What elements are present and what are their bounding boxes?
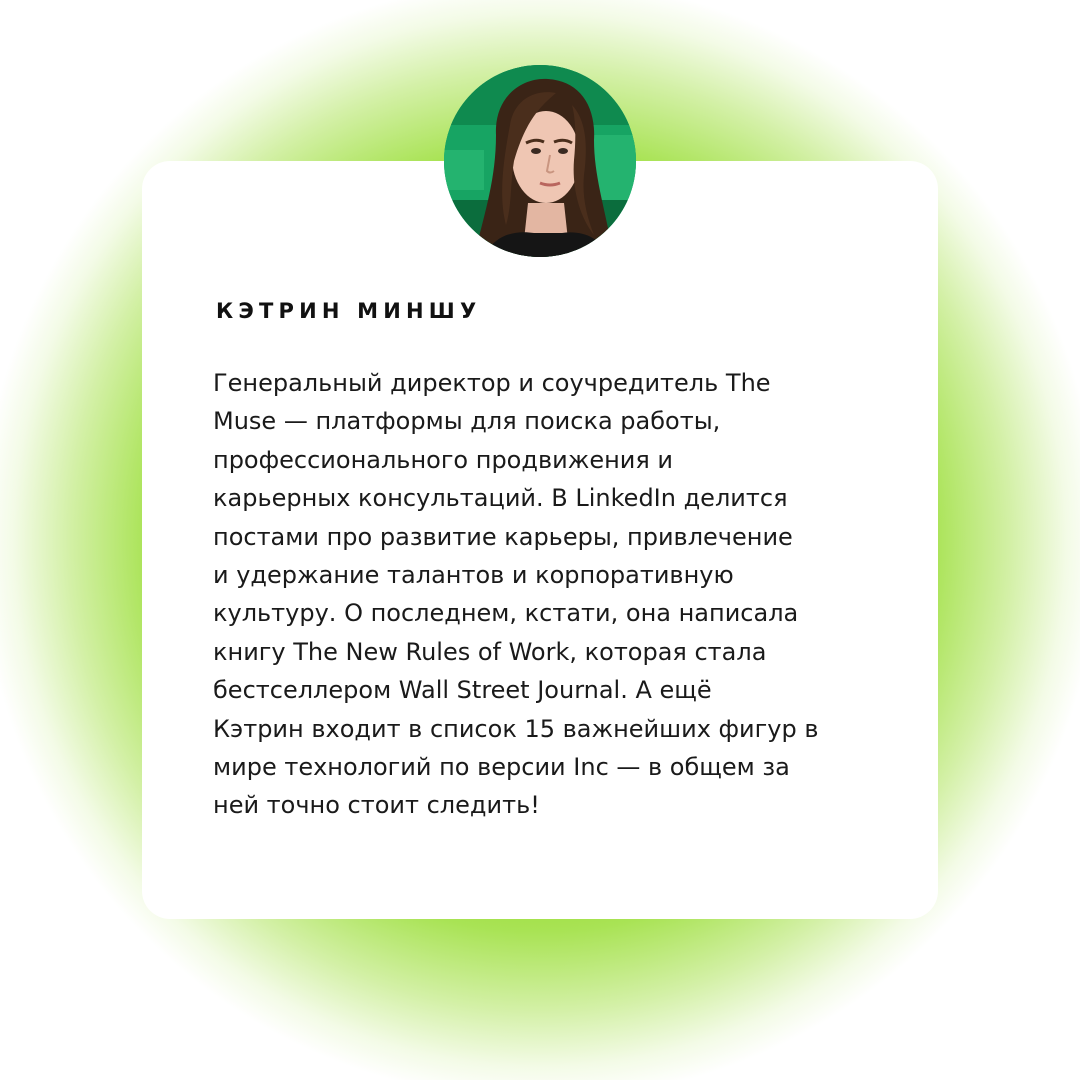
bio-line: и удержание талантов и корпоративную	[213, 561, 734, 590]
person-name: КЭТРИН МИНШУ	[216, 299, 482, 323]
bio-text	[213, 364, 873, 825]
bio-line: Muse — платформы для поиска работы,	[213, 407, 721, 436]
bio-line: ней точно стоит следить!	[213, 791, 540, 820]
bio-line: культуру. О последнем, кстати, она написала	[213, 599, 799, 628]
bio-line: мире технологий по версии Inc — в общем за	[213, 753, 790, 782]
bio-line: Генеральный директор и соучредитель The	[213, 369, 771, 397]
bio-line: бестселлером Wall Street Journal. А ещё	[213, 676, 712, 705]
bio-line: карьерных консультаций. В LinkedIn делится	[213, 484, 788, 513]
bio-line: Кэтрин входит в список 15 важнейших фигур в	[213, 714, 819, 743]
bio-line: книгу The New Rules of Work, которая стала	[213, 637, 767, 666]
bio-line: постами про развитие карьеры, привлечение	[213, 522, 793, 551]
avatar	[444, 65, 636, 257]
bio-line: профессионального продвижения и	[213, 445, 674, 474]
